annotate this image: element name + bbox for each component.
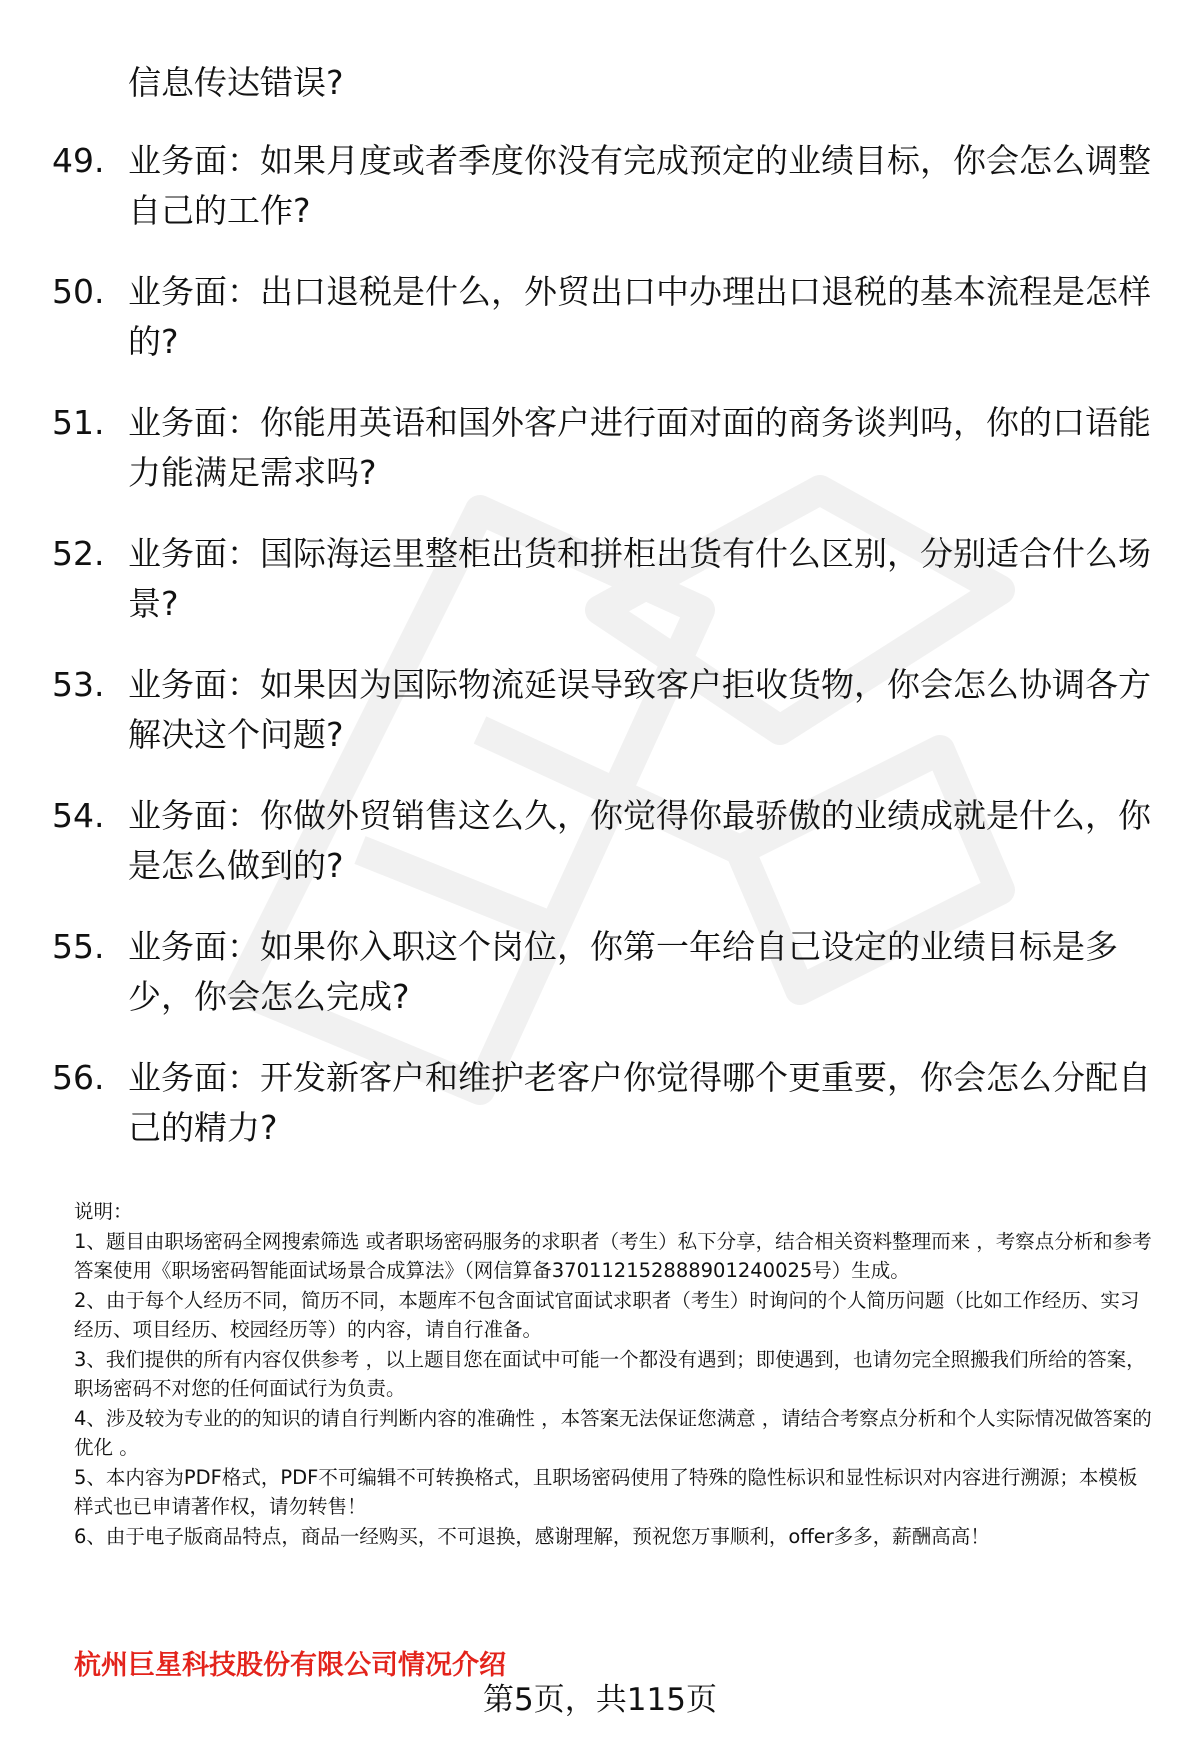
note-item: 6、由于电子版商品特点，商品一经购买，不可退换，感谢理解，预祝您万事顺利，offer多多，薪酬高高！ xyxy=(74,1524,990,1548)
question-text: 业务面：如果你入职这个岗位，你第一年给自己设定的业绩目标是多少，你会怎么完成? xyxy=(128,927,1118,1016)
note-item: 1、题目由职场密码全网搜索筛选 或者职场密码服务的求职者（考生）私下分享，结合相关资料整理而来 ，考察点分析和参考答案使用《职场密码智能面试场景合成算法》（网信算备370112152888901240025号）生成。 xyxy=(74,1229,1152,1282)
note-item: 3、我们提供的所有内容仅供参考 ，以上题目您在面试中可能一个都没有遇到；即使遇到，也请勿完全照搬我们所给的答案，职场密码不对您的任何面试行为负责。 xyxy=(74,1347,1146,1400)
question-item xyxy=(52,791,1162,891)
question-number: 53. xyxy=(52,665,105,704)
question-item xyxy=(52,136,1162,236)
question-list xyxy=(52,136,1162,1184)
question-item xyxy=(52,922,1162,1022)
note-item: 2、由于每个人经历不同，简历不同，本题库不包含面试官面试求职者（考生）时询问的个人简历问题（比如工作经历、实习经历、项目经历、校园经历等）的内容，请自行准备。 xyxy=(74,1288,1140,1341)
note-item: 5、本内容为PDF格式，PDF不可编辑不可转换格式，且职场密码使用了特殊的隐性标识和显性标识对内容进行溯源；本模板样式也已申请著作权，请勿转售！ xyxy=(74,1465,1138,1518)
question-continuation: 信息传达错误? xyxy=(128,63,344,102)
company-intro-link[interactable]: 杭州巨星科技股份有限公司情况介绍 xyxy=(74,1650,506,1681)
question-number: 51. xyxy=(52,403,105,442)
question-text: 业务面：开发新客户和维护老客户你觉得哪个更重要，你会怎么分配自己的精力? xyxy=(128,1058,1151,1147)
notes-section xyxy=(74,1197,1154,1551)
question-number: 50. xyxy=(52,272,105,311)
question-text: 业务面：国际海运里整柜出货和拼柜出货有什么区别，分别适合什么场景? xyxy=(128,534,1151,623)
question-number: 52. xyxy=(52,534,105,573)
question-item xyxy=(52,398,1162,498)
question-number: 54. xyxy=(52,796,105,835)
question-item xyxy=(52,660,1162,760)
question-item xyxy=(52,529,1162,629)
question-item xyxy=(52,1053,1162,1153)
question-number: 55. xyxy=(52,927,105,966)
note-item: 4、涉及较为专业的的知识的请自行判断内容的准确性 ，本答案无法保证您满意 ，请结合考察点分析和个人实际情况做答案的优化 。 xyxy=(74,1406,1152,1459)
question-text: 业务面：出口退税是什么，外贸出口中办理出口退税的基本流程是怎样的? xyxy=(128,272,1151,361)
question-text: 业务面：如果因为国际物流延误导致客户拒收货物，你会怎么协调各方解决这个问题? xyxy=(128,665,1151,754)
question-text: 业务面：如果月度或者季度你没有完成预定的业绩目标，你会怎么调整自己的工作? xyxy=(128,141,1151,230)
question-number: 49. xyxy=(52,141,105,180)
page-number: 第5页，共115页 xyxy=(483,1682,717,1718)
notes-heading: 说明： xyxy=(74,1200,133,1223)
question-text: 业务面：你能用英语和国外客户进行面对面的商务谈判吗，你的口语能力能满足需求吗? xyxy=(128,403,1151,492)
question-item xyxy=(52,267,1162,367)
question-text: 业务面：你做外贸销售这么久，你觉得你最骄傲的业绩成就是什么，你是怎么做到的? xyxy=(128,796,1151,885)
question-number: 56. xyxy=(52,1058,105,1097)
